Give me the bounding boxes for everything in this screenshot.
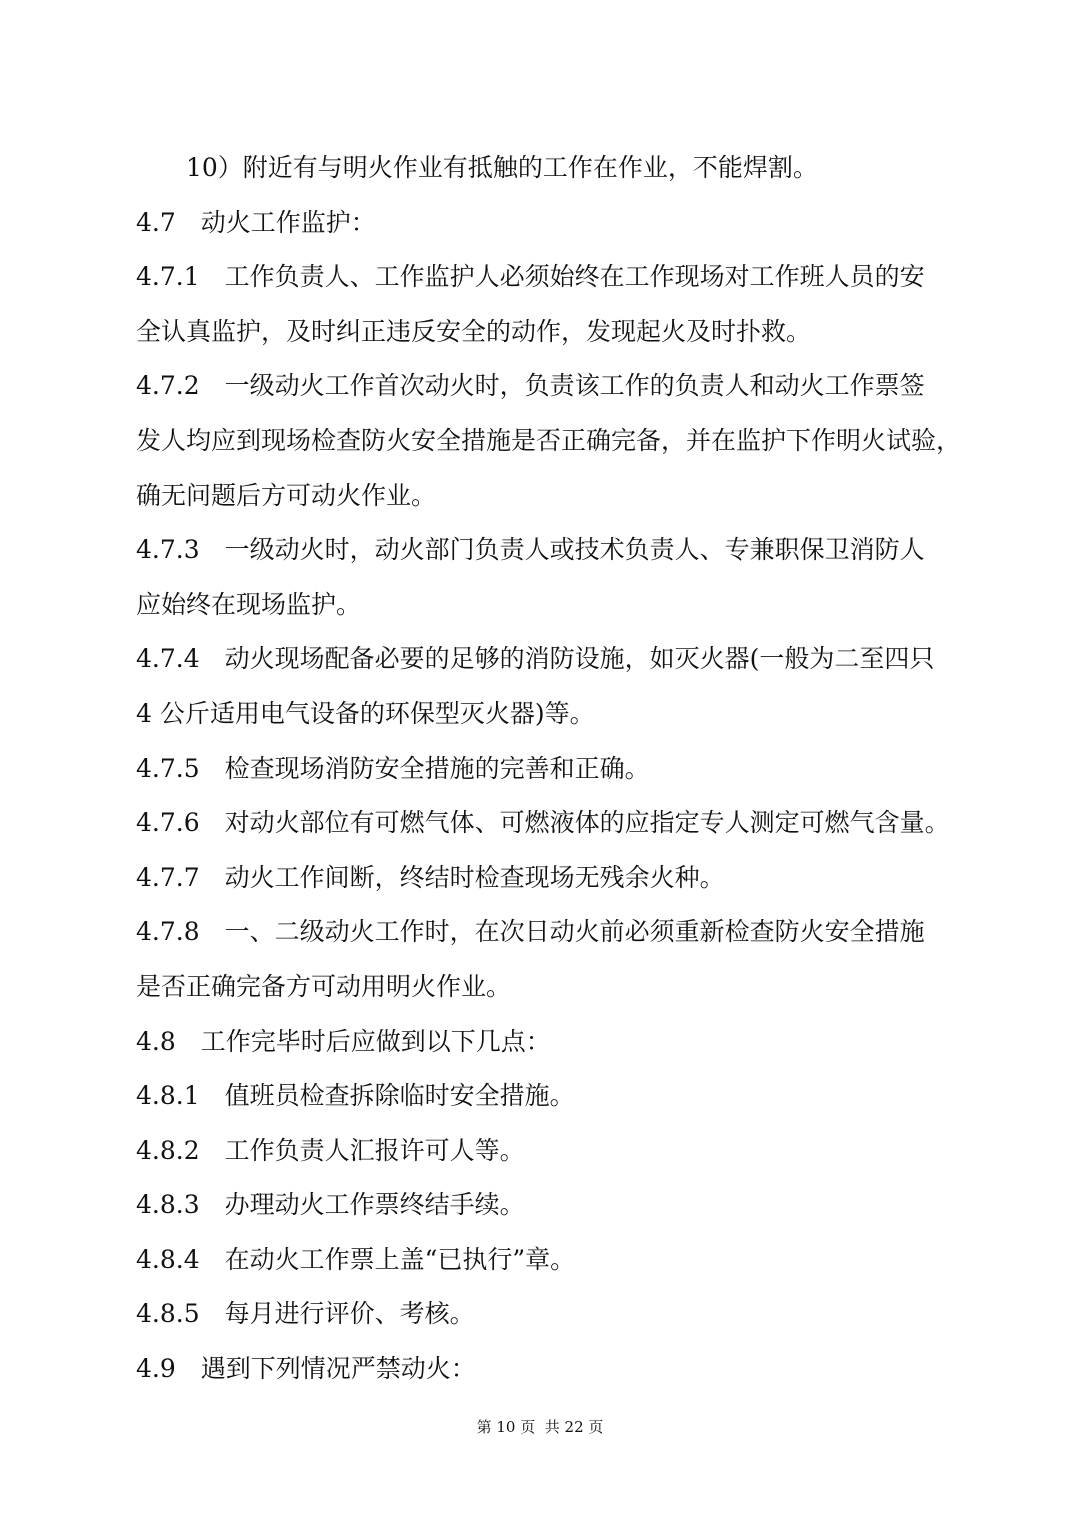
text-line: 4.7.1 工作负责人、工作监护人必须始终在工作现场对工作班人员的安 — [136, 262, 925, 292]
text-line: 应始终在现场监护。 — [136, 589, 362, 619]
section-heading: 4.9 遇到下列情况严禁动火： — [136, 1354, 476, 1384]
text-line: 4.8.1 值班员检查拆除临时安全措施。 — [136, 1081, 575, 1111]
text-line: 4.8.5 每月进行评价、考核。 — [136, 1299, 475, 1329]
text-line: 4.7.6 对动火部位有可燃气体、可燃液体的应指定专人测定可燃气含量。 — [136, 808, 950, 838]
text-line: 4.7.8 一、二级动火工作时，在次日动火前必须重新检查防火安全措施 — [136, 917, 925, 947]
page-number-footer: 第 10 页 共 22 页 — [476, 1418, 604, 1436]
document-body — [136, 141, 966, 1397]
text-line: 全认真监护，及时纠正违反安全的动作，发现起火及时扑救。 — [136, 316, 812, 346]
text-line: 4.7.4 动火现场配备必要的足够的消防设施，如灭火器(一般为二至四只 — [136, 644, 935, 674]
text-line: 4.8.2 工作负责人汇报许可人等。 — [136, 1135, 525, 1165]
text-line: 4.7.5 检查现场消防安全措施的完善和正确。 — [136, 753, 650, 783]
text-line: 4.8.3 办理动火工作票终结手续。 — [136, 1190, 525, 1220]
section-heading: 4.7 动火工作监护： — [136, 207, 376, 237]
text-line: 4.7.2 一级动火工作首次动火时，负责该工作的负责人和动火工作票签 — [136, 371, 925, 401]
text-line: 4.7.3 一级动火时，动火部门负责人或技术负责人、专兼职保卫消防人 — [136, 535, 925, 565]
text-line: 确无问题后方可动火作业。 — [136, 480, 437, 510]
text-line: 4 公斤适用电气设备的环保型灭火器)等。 — [136, 698, 595, 728]
text-line: 发人均应到现场检查防火安全措施是否正确完备，并在监护下作明火试验， — [136, 425, 962, 455]
text-line: 10）附近有与明火作业有抵触的工作在作业，不能焊割。 — [186, 153, 818, 182]
section-heading: 4.8 工作完毕时后应做到以下几点： — [136, 1026, 551, 1056]
text-line: 4.8.4 在动火工作票上盖“已执行”章。 — [136, 1244, 576, 1274]
text-line: 是否正确完备方可动用明火作业。 — [136, 971, 512, 1001]
text-line: 4.7.7 动火工作间断，终结时检查现场无残余火种。 — [136, 862, 725, 892]
